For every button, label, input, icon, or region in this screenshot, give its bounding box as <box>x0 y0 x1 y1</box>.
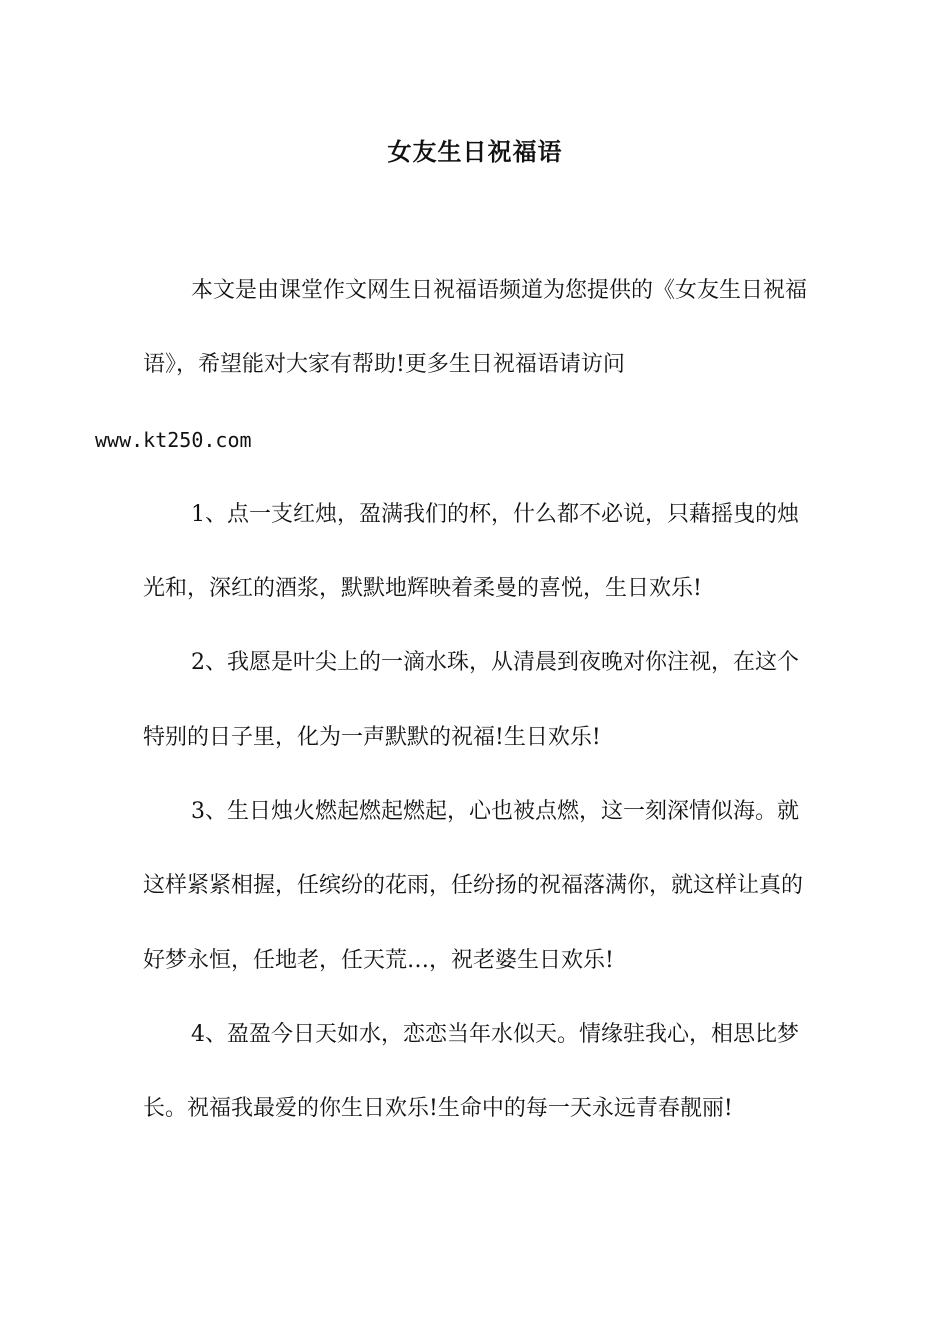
document-title: 女友生日祝福语 <box>387 137 563 166</box>
site-url: www.kt250.com <box>95 427 252 452</box>
blessing-item-1: 1、点一支红烛，盈满我们的杯，什么都不必说，只藉摇曳的烛光和，深红的酒浆，默默地辉映着柔曼的喜悦，生日欢乐! <box>143 501 799 602</box>
blessing-item-2: 2、我愿是叶尖上的一滴水珠，从清晨到夜晚对你注视，在这个特别的日子里，化为一声默默的祝福!生日欢乐! <box>143 650 799 750</box>
blessing-item-3: 3、生日烛火燃起燃起燃起，心也被点燃，这一刻深情似海。就这样紧紧相握，任缤纷的花雨，任纷扬的祝福落满你，就这样让真的好梦永恒，任地老，任天荒…，祝老婆生日欢乐! <box>143 799 804 973</box>
document-body <box>95 254 815 1147</box>
intro-paragraph <box>95 254 815 478</box>
intro-text: 本文是由课堂作文网生日祝福语频道为您提供的《女友生日祝福语》，希望能对大家有帮助!更多生日祝福语请访问 <box>143 278 808 378</box>
blessing-item-4: 4、盈盈今日天如水，恋恋当年水似天。情缘驻我心，相思比梦长。祝福我最爱的你生日欢乐!生命中的每一天永远青春靓丽! <box>143 1021 799 1122</box>
